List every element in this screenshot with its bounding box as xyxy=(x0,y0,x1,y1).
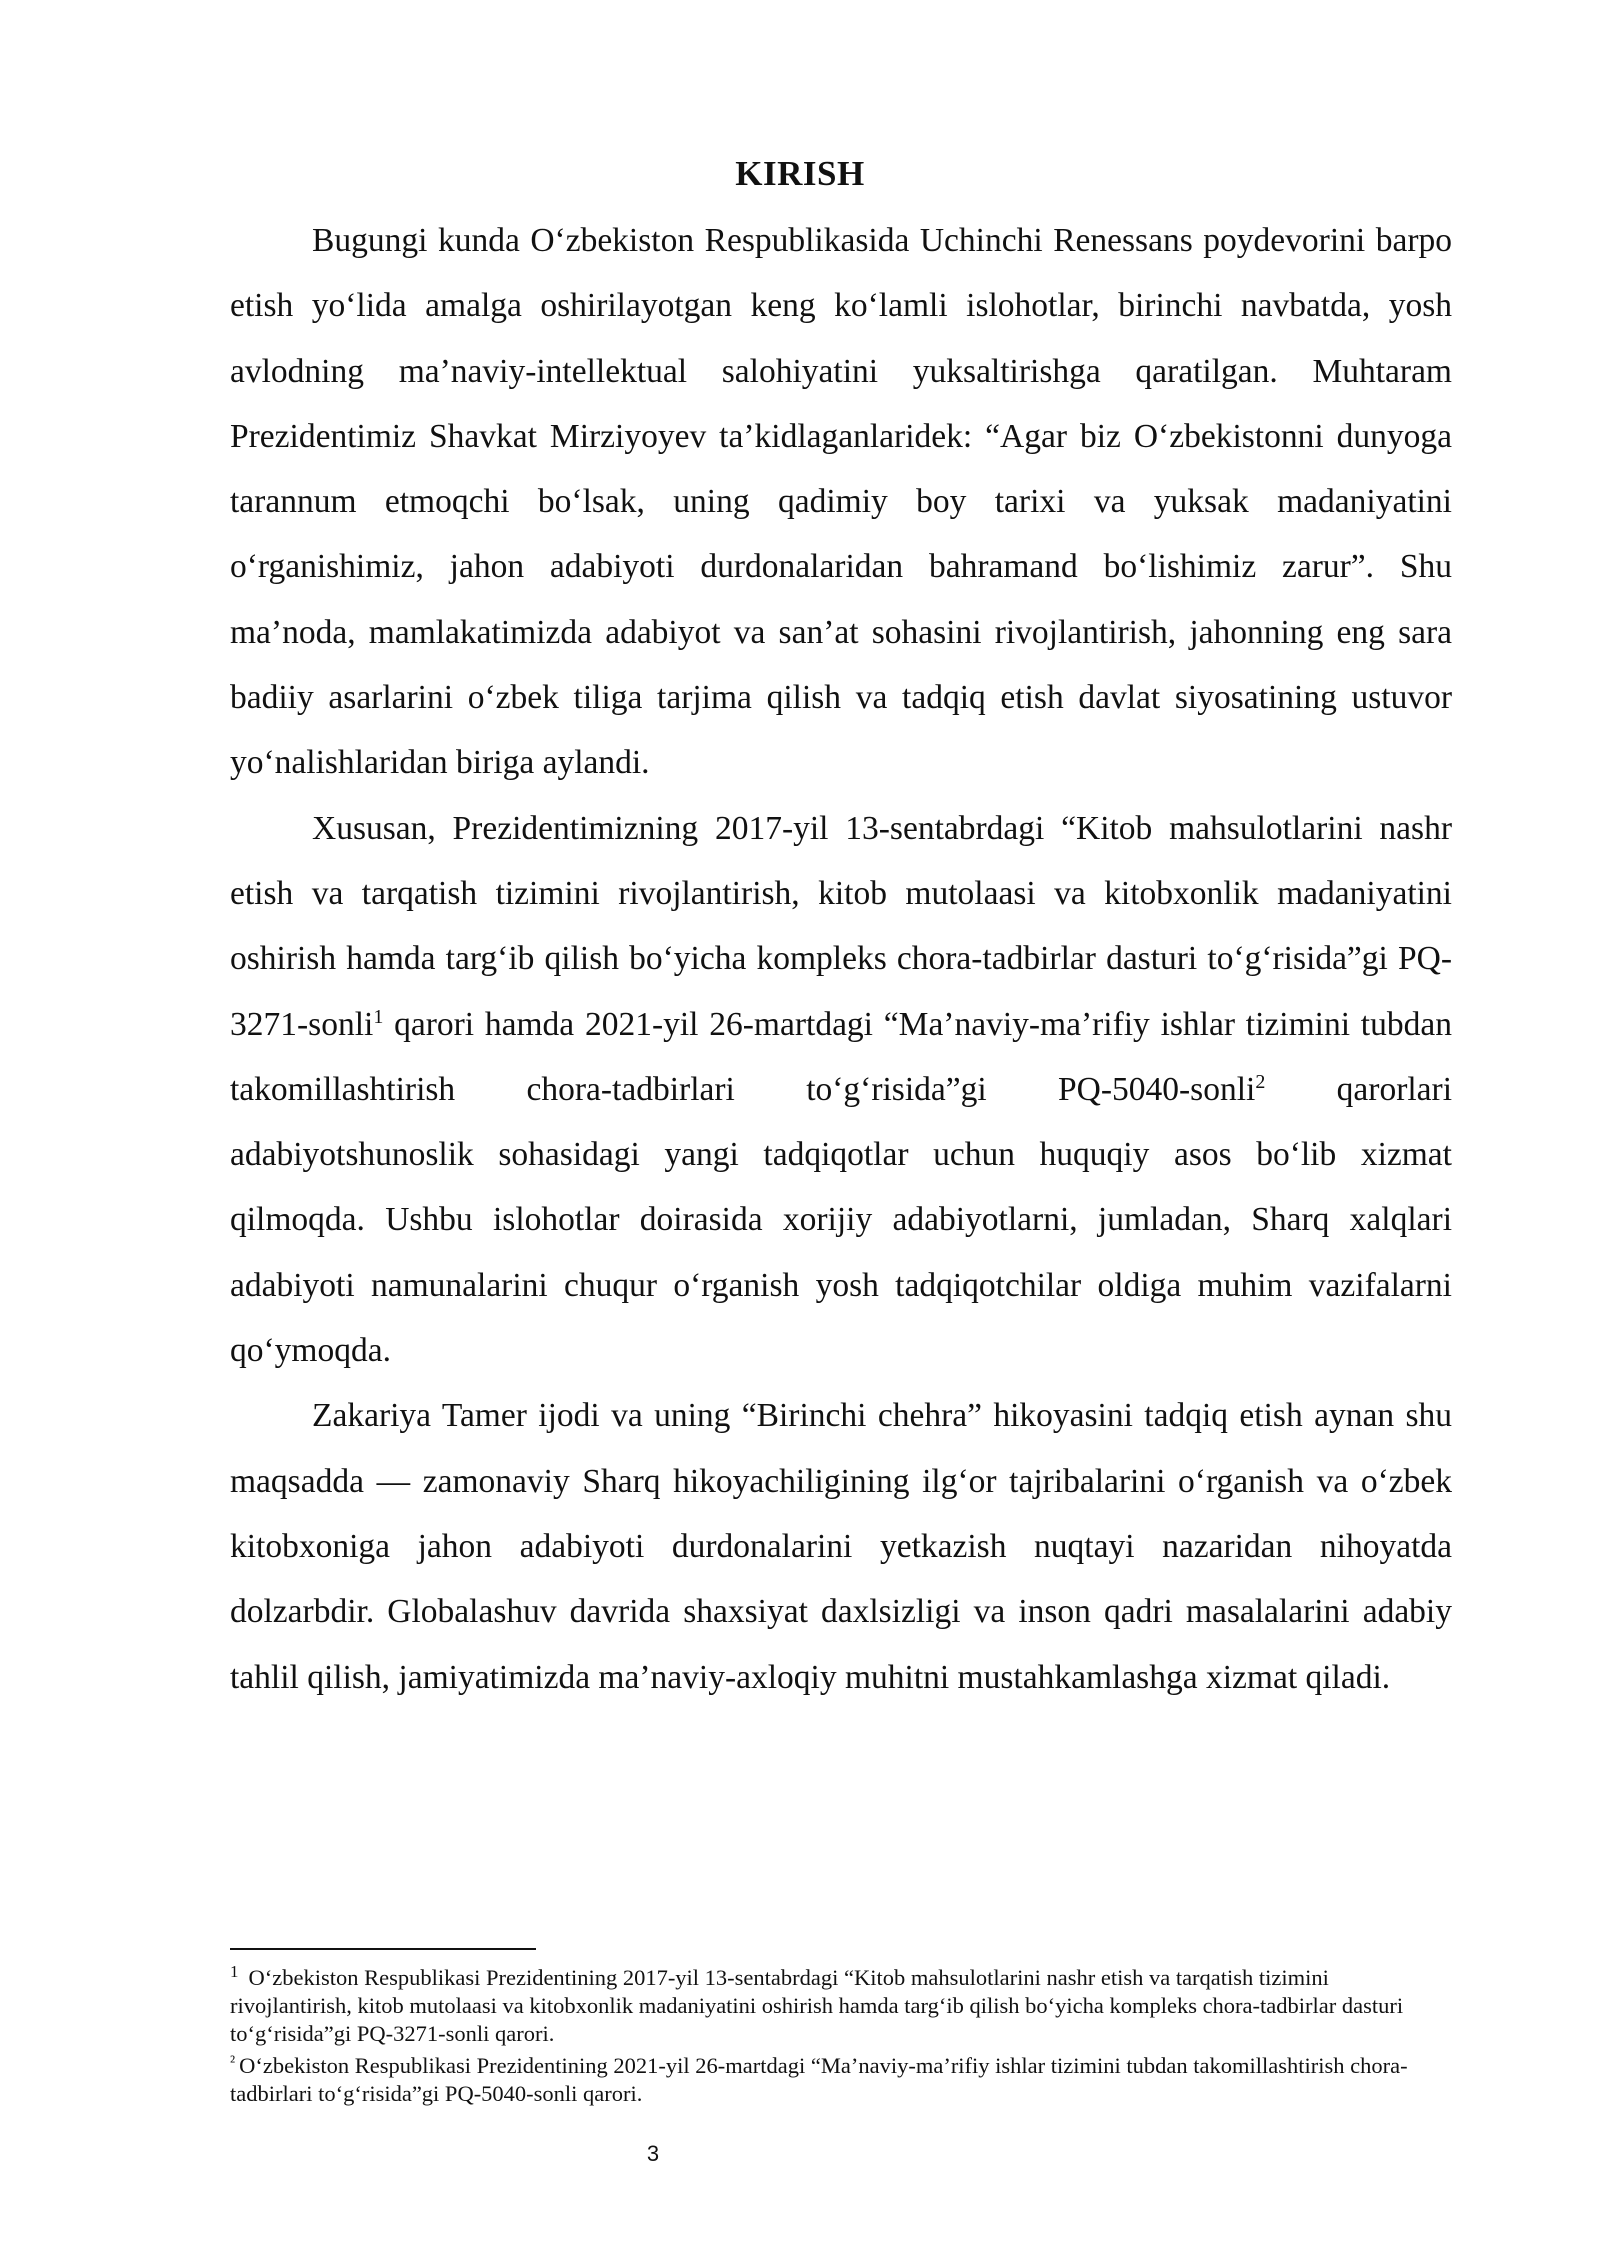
paragraph-relevance xyxy=(230,1383,1452,1709)
footnote-ref-1[interactable]: 1 xyxy=(373,1005,384,1028)
page-number: 3 xyxy=(646,2141,660,2166)
paragraph-text: Xususan, Prezidentimizning 2017-yil 13-sentabrdagi “Kitob mahsulotlarini nashr etish va tarqatish tizimini rivojlantirish, kitob mutolaasi va kitobxonlik madaniyatini oshirish hamda targ‘ib qilish bo‘yicha kompleks chora-tadbirlar dasturi to‘g‘risida”gi PQ-3271-sonli xyxy=(230,809,1452,1043)
footnote-marker: ² xyxy=(230,2052,236,2071)
footnote-text: O‘zbekiston Respublikasi Prezidentining 2021-yil 26-martdagi “Ma’naviy-ma’rifiy ishlar tizimini tubdan takomillashtirish chora-tadbirlari to‘g‘risida”gi PQ-5040-sonli qarori. xyxy=(230,2053,1408,2106)
footnote-ref-2[interactable]: 2 xyxy=(1255,1070,1266,1093)
paragraph-decrees xyxy=(230,796,1452,1384)
footnote-1 xyxy=(230,1958,1452,2048)
paragraph-intro xyxy=(230,208,1452,796)
paragraph-text: Zakariya Tamer ijodi va uning “Birinchi chehra” hikoyasini tadqiq etish aynan shu maqsadda — zamonaviy Sharq hikoyachiligining ilg‘or tajribalarini o‘rganish va o‘zbek kitobxoniga jahon adabiyoti durdonalarini yetkazish nuqtayi nazaridan nihoyatda dolzarbdir. Globalashuv davrida shaxsiyat daxlsizligi va inson qadri masalalarini adabiy tahlil qilish, jamiyatimizda ma’naviy-axloqiy muhitni mustahkamlashga xizmat qiladi. xyxy=(230,1397,1452,1696)
paragraph-text: qarorlari adabiyotshunoslik sohasidagi yangi tadqiqotlar uchun huquqiy asos bo‘lib xizmat qilmoqda. Ushbu islohotlar doirasida xorijiy adabiyotlarni, jumladan, Sharq xalqlari adabiyoti namunalarini chuqur o‘rganish yosh tadqiqotchilar oldiga muhim vazifalarni qo‘ymoqda. xyxy=(230,1070,1452,1370)
paragraph-text: Bugungi kunda O‘zbekiston Respublikasida Uchinchi Renessans poydevorini barpo etish yo‘lida amalga oshirilayotgan keng ko‘lamli islohotlar, birinchi navbatda, yosh avlodning ma’naviy-intellektual salohiyatini yuksaltirishga qaratilgan. Muhtaram Prezidentimiz Shavkat Mirziyoyev ta’kidlaganlaridek: “Agar biz O‘zbekistonni dunyoga tarannum etmoqchi bo‘lsak, uning qadimiy boy tarixi va yuksak madaniyatini o‘rganishimiz, jahon adabiyoti durdonalaridan bahramand bo‘lishimiz zarur”. Shu ma’noda, mamlakatimizda adabiyot va san’at sohasini rivojlantirish, jahonning eng sara badiiy asarlarini o‘zbek tiligа tarjima qilish va tadqiq etish davlat siyosatining ustuvor yo‘nalishlaridan biriga aylandi. xyxy=(230,222,1452,782)
page-title: KIRISH xyxy=(735,154,865,193)
footnotes xyxy=(230,1958,1452,2108)
footnote-marker: 1 xyxy=(230,1962,239,1981)
paragraph-text: qarori hamda 2021-yil 26-martdagi “Ma’naviy-ma’rifiy ishlar tizimini tubdan takomillashtirish chora-tadbirlari to‘g‘risida”gi PQ-5040-sonli xyxy=(230,1005,1452,1108)
document-body xyxy=(230,208,1452,1710)
footnote-text: O‘zbekiston Respublikasi Prezidentining 2017-yil 13-sentabrdagi “Kitob mahsulotlarini nashr etish va tarqatish tizimini rivojlantirish, kitob mutolaasi va kitobxonlik madaniyatini oshirish hamda targ‘ib qilish bo‘yicha kompleks chora-tadbirlar dasturi to‘g‘risida”gi PQ-3271-sonli qarori. xyxy=(230,1965,1404,2046)
footnote-2 xyxy=(230,2048,1452,2108)
footnote-divider xyxy=(230,1948,536,1950)
